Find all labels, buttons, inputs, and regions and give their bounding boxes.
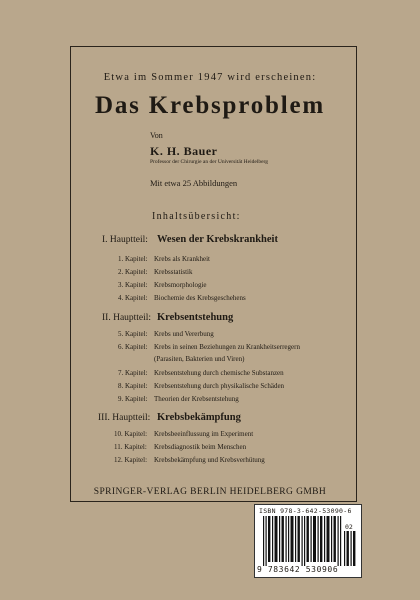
chapter-number: 4. Kapitel:	[118, 294, 148, 302]
toc-heading: Inhaltsübersicht:	[152, 211, 241, 222]
chapter-title: Krebsentstehung durch physikalische Schäden	[154, 382, 285, 390]
chapter-line	[114, 456, 265, 464]
chapter-number: 3. Kapitel:	[118, 281, 148, 289]
chapter-line	[118, 369, 284, 377]
chapter-title: Krebs und Vererbung	[154, 330, 214, 338]
chapter-number: 2. Kapitel:	[118, 268, 148, 276]
chapter-title: Krebsbeeinflussung im Experiment	[154, 430, 254, 438]
announcement: Etwa im Sommer 1947 wird erscheinen:	[103, 72, 317, 83]
part-number: II. Hauptteil:	[102, 313, 152, 323]
chapter-line	[118, 343, 300, 351]
isbn-barcode	[254, 504, 362, 578]
barcode-digits: 9 783642 530906	[257, 565, 339, 574]
chapter-line	[114, 443, 246, 451]
chapter-title: Biochemie des Krebsgeschehens	[154, 294, 246, 302]
chapter-line	[118, 395, 239, 403]
part-title: Krebsbekämpfung	[157, 412, 241, 423]
part-title: Wesen der Krebskrankheit	[157, 234, 278, 245]
barcode-addon: 02	[345, 523, 353, 531]
chapter-line	[118, 382, 284, 390]
chapter-line	[118, 281, 207, 289]
publisher-name: SPRINGER-VERLAG BERLIN HEIDELBERG GMBH	[93, 487, 327, 497]
chapter-title: Krebs als Krankheit	[154, 255, 210, 263]
chapter-number: 9. Kapitel:	[118, 395, 148, 403]
chapter-number: 6. Kapitel:	[118, 343, 148, 351]
chapter-title: Krebsbekämpfung und Krebsverhütung	[154, 456, 265, 464]
author-affiliation: Professor der Chirurgie an der Universität Heidelberg	[150, 159, 269, 165]
by-label: Von	[150, 131, 163, 140]
chapter-number: 11. Kapitel:	[114, 443, 147, 451]
chapter-number: 5. Kapitel:	[118, 330, 148, 338]
author-name: K. H. Bauer	[150, 144, 218, 158]
book-title: Das Krebsproblem	[95, 92, 325, 119]
chapter-title: Theorien der Krebsentstehung	[154, 395, 239, 403]
chapter-line	[114, 430, 253, 438]
chapter-number: 12. Kapitel:	[114, 456, 148, 464]
isbn-text: ISBN 978-3-642-53090-6	[259, 507, 352, 515]
chapter-title-continuation: (Parasiten, Bakterien und Viren)	[154, 355, 245, 363]
chapter-line	[118, 268, 193, 276]
chapter-line	[118, 294, 246, 302]
chapter-number: 1. Kapitel:	[118, 255, 148, 263]
illustrations-note: Mit etwa 25 Abbildungen	[150, 178, 238, 188]
chapter-line	[118, 330, 214, 338]
part-number: III. Hauptteil:	[98, 413, 151, 423]
chapter-number: 7. Kapitel:	[118, 369, 148, 377]
chapter-title: Krebs in seinen Beziehungen zu Krankheitserregern	[154, 343, 300, 351]
chapter-title: Krebsdiagnostik beim Menschen	[154, 443, 247, 451]
chapter-number: 10. Kapitel:	[114, 430, 148, 438]
part-title: Krebsentstehung	[157, 312, 234, 323]
chapter-line	[118, 255, 210, 263]
part-number: I. Hauptteil:	[102, 235, 148, 245]
chapter-number: 8. Kapitel:	[118, 382, 148, 390]
chapter-title: Krebsentstehung durch chemische Substanzen	[154, 369, 284, 377]
chapter-title: Krebsmorphologie	[154, 281, 207, 289]
chapter-title: Krebsstatistik	[154, 268, 193, 276]
